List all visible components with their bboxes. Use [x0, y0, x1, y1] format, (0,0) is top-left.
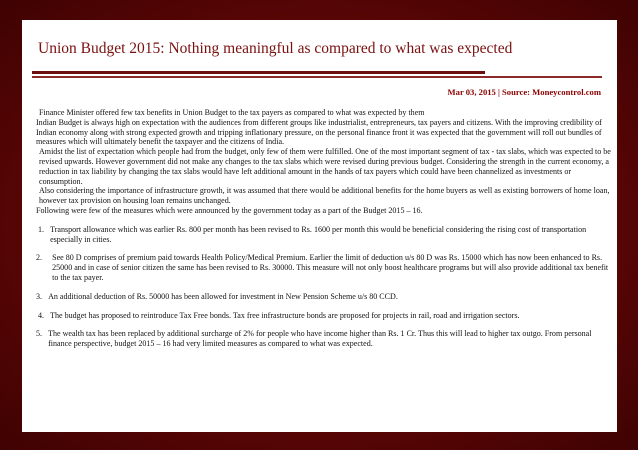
article-body: [36, 108, 614, 349]
list-item-number: 4.: [36, 310, 51, 320]
list-item-number: 3.: [36, 291, 49, 301]
slide-card: [22, 20, 617, 432]
title-underline-thick: [32, 71, 485, 74]
list-item: [36, 253, 614, 282]
slide-title: Union Budget 2015: Nothing meaningful as compared to what was expected: [38, 40, 513, 57]
list-item-number: 5.: [36, 329, 49, 339]
list-item-text: Transport allowance which was earlier Rs. 800 per month has been revised to Rs. 1600 per month this would be beneficial considering the rising cost of transportation especially in cities.: [50, 224, 587, 244]
list-item: [36, 329, 614, 349]
list-item-number: 2.: [36, 253, 53, 263]
title-underline-thin: [32, 76, 602, 78]
intro-paragraph: Finance Minister offered few tax benefits in Union Budget to the tax payers as compared to what was expected by them: [39, 108, 425, 117]
measures-lead-paragraph: Following were few of the measures which were announced by the government today as a part of the Budget 2015 – 16.: [36, 205, 423, 215]
list-item-text: The wealth tax has been replaced by additional surcharge of 2% for people who have income higher than Rs. 1 Cr. Thus this will lead to higher tax outgo. From personal finance perspective, budget 2015 – 16 had very limited measures as compared to what was expected.: [48, 329, 592, 349]
home-loan-paragraph: Also considering the importance of infrastructure growth, it was assumed that there would be additional benefits for the home buyers as well as existing borrowers of home loan, however tax provision on housing loan remains unchanged.: [39, 186, 610, 206]
list-item: [36, 225, 614, 245]
list-item-text: An additional deduction of Rs. 50000 has been allowed for investment in New Pension Scheme u/s 80 CCD.: [48, 291, 398, 301]
tax-slab-paragraph: Amidst the list of expectation which people had from the budget, only few of them were fulfilled. One of the most important segment of tax - tax slabs, which was expected to be revised upwards. However government did not make any changes to the tax slabs which were revised during previous budget. Considering the strength in the current economy, a reduction in tax liability by changing the tax slabs would have left additional amount in the hands of tax payers which could have been channelized as investments or consumption.: [39, 147, 611, 186]
list-item-number: 1.: [36, 224, 51, 234]
list-item: [36, 292, 614, 302]
date-source-line: Mar 03, 2015 | Source: Moneycontrol.com: [447, 87, 601, 97]
list-item-text: See 80 D comprises of premium paid towards Health Policy/Medical Premium. Earlier the limit of deduction u/s 80 D was Rs. 15000 which has now been enhanced to Rs. 25000 and in case of senior citizen the same has been revised to Rs. 30000. This measure will not only boost healthcare programs but will also provide additional tax benefit to the tax payer.: [52, 253, 609, 282]
list-item: [36, 311, 614, 321]
list-item-text: The budget has proposed to reintroduce Tax Free bonds. Tax free infrastructure bonds are proposed for projects in rail, road and irrigation sectors.: [50, 310, 520, 320]
expectation-paragraph: Indian Budget is always high on expectation with the audiences from different groups like industrialist, entrepreneurs, tax payers and citizens. With the improving credibility of Indian economy along with strong expected growth and tripping inflationary pressure, on the personal finance front it was expected that the government will roll out bundles of measures which will ultimately benefit the taxpayer and the citizens of India.: [36, 117, 602, 147]
